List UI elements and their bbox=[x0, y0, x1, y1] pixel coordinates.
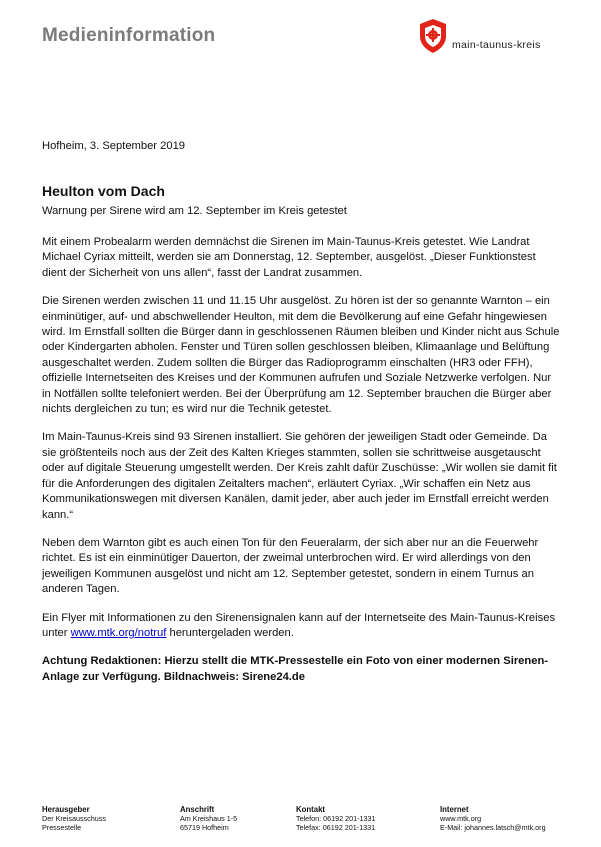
paragraph-5-text-before: Ein Flyer mit Informationen zu den Sirenensignalen kann auf der Internetseite des Main-Taunus-Kreises unter bbox=[42, 611, 556, 639]
footer-internet bbox=[440, 806, 546, 832]
footer-heading: Kontakt bbox=[296, 805, 326, 814]
logo-text: main-taunus-kreis bbox=[452, 39, 541, 51]
footer-line: Pressestelle bbox=[42, 822, 82, 832]
paragraph-5 bbox=[42, 611, 562, 642]
footer-line: Telefon: 06192 201-1331 bbox=[296, 814, 376, 824]
paragraph-3: Im Main-Taunus-Kreis sind 93 Sirenen installiert. Sie gehören der jeweiligen Stadt oder Gemeinde. Da sie größtenteils noch aus der Zeit des Kalten Krieges stammten, sollen sie schrittweise ausgetauscht oder auf digitale Steuerung umgestellt werden. Der Kreis zahlt dafür Zuschüsse: „Wir wollen sie damit fit für die Anforderungen des digitalen Zeitalters machen“, erläutert Cyriax. „Wir schaffen ein Netz aus Kommunikationswegen mit diversen Kanälen, damit jeder, aber auch jeder im Ernstfall erreicht werden kann.“ bbox=[42, 431, 557, 521]
footer-anschrift bbox=[180, 806, 237, 832]
subheadline: Warnung per Sirene wird am 12. September im Kreis getestet bbox=[42, 205, 347, 217]
headline: Heulton vom Dach bbox=[42, 183, 165, 199]
notruf-link[interactable]: www.mtk.org/notruf bbox=[70, 626, 167, 639]
footer-herausgeber bbox=[42, 806, 106, 832]
editorial-notice: Achtung Redaktionen: Hierzu stellt die MTK-Pressestelle ein Foto von einer modernen Sirenen-Anlage zur Verfügung. Bildnachweis: Sirene24.de bbox=[42, 655, 549, 683]
footer-heading: Herausgeber bbox=[42, 805, 90, 814]
footer-kontakt bbox=[296, 806, 376, 832]
footer-line: Am Kreishaus 1-5 bbox=[180, 814, 238, 824]
page-title: Medieninformation bbox=[42, 25, 216, 46]
paragraph-1: Mit einem Probealarm werden demnächst die Sirenen im Main-Taunus-Kreis getestet. Wie Landrat Michael Cyriax mitteilt, werden sie am Donnerstag, 12. September, ausgelöst. „Dieser Funktionstest dient der Sicherheit von uns allen“, fasst der Landrat zusammen. bbox=[42, 236, 536, 279]
footer-heading: Anschrift bbox=[180, 805, 215, 814]
footer-line: Der Kreisausschuss bbox=[42, 814, 106, 824]
footer-line: www.mtk.org bbox=[440, 814, 482, 824]
mtk-logo bbox=[417, 18, 567, 58]
paragraph-4: Neben dem Warnton gibt es auch einen Ton für den Feueralarm, der sich aber nur an die Feuerwehr richtet. Es ist ein einminütiger Dauerton, der zweimal unterbrochen wird. Er wird allerdings von den jeweiligen Kommunen ausgelöst und nicht am 12. September getestet, sondern in einem Turnus an anderen Tagen. bbox=[42, 536, 539, 596]
footer-line: Telefax: 06192 201-1331 bbox=[296, 822, 376, 832]
article-body bbox=[42, 235, 562, 698]
paragraph-5-text-after: heruntergeladen werden. bbox=[166, 626, 294, 639]
footer-heading: Internet bbox=[440, 805, 469, 814]
paragraph-2: Die Sirenen werden zwischen 11 und 11.15 Uhr ausgelöst. Zu hören ist der so genannte Warnton – ein einminütiger, auf- und abschwellender Heulton, mit dem die Bevölkerung auf eine Gefahr hingewiesen wird. Im Ernstfall sollten die Bürger dann in geschlossenen Räumen bleiben und Kinder nicht aus Schule oder Kindergarten abholen. Fenster und Türen sollen geschlossen bleiben, Klimaanlage und Belüftung ausgeschaltet werden. Zudem sollten die Bürger das Radioprogramm einschalten (HR3 oder FFH), offizielle Internetseiten des Kreises und der Kommunen aufrufen und Soziale Netzwerke verfolgen. Nur in Notfällen sollte telefoniert werden. Bei der Überprüfung am 12. September brauchen die Bürger aber nichts dergleichen zu tun; es wird nur die Technik getestet. bbox=[42, 295, 560, 416]
footer-line: 65719 Hofheim bbox=[180, 822, 229, 832]
date-line: Hofheim, 3. September 2019 bbox=[42, 140, 186, 152]
footer-line: E-Mail: johannes.latsch@mtk.org bbox=[440, 822, 546, 832]
coat-of-arms-icon bbox=[417, 18, 449, 54]
